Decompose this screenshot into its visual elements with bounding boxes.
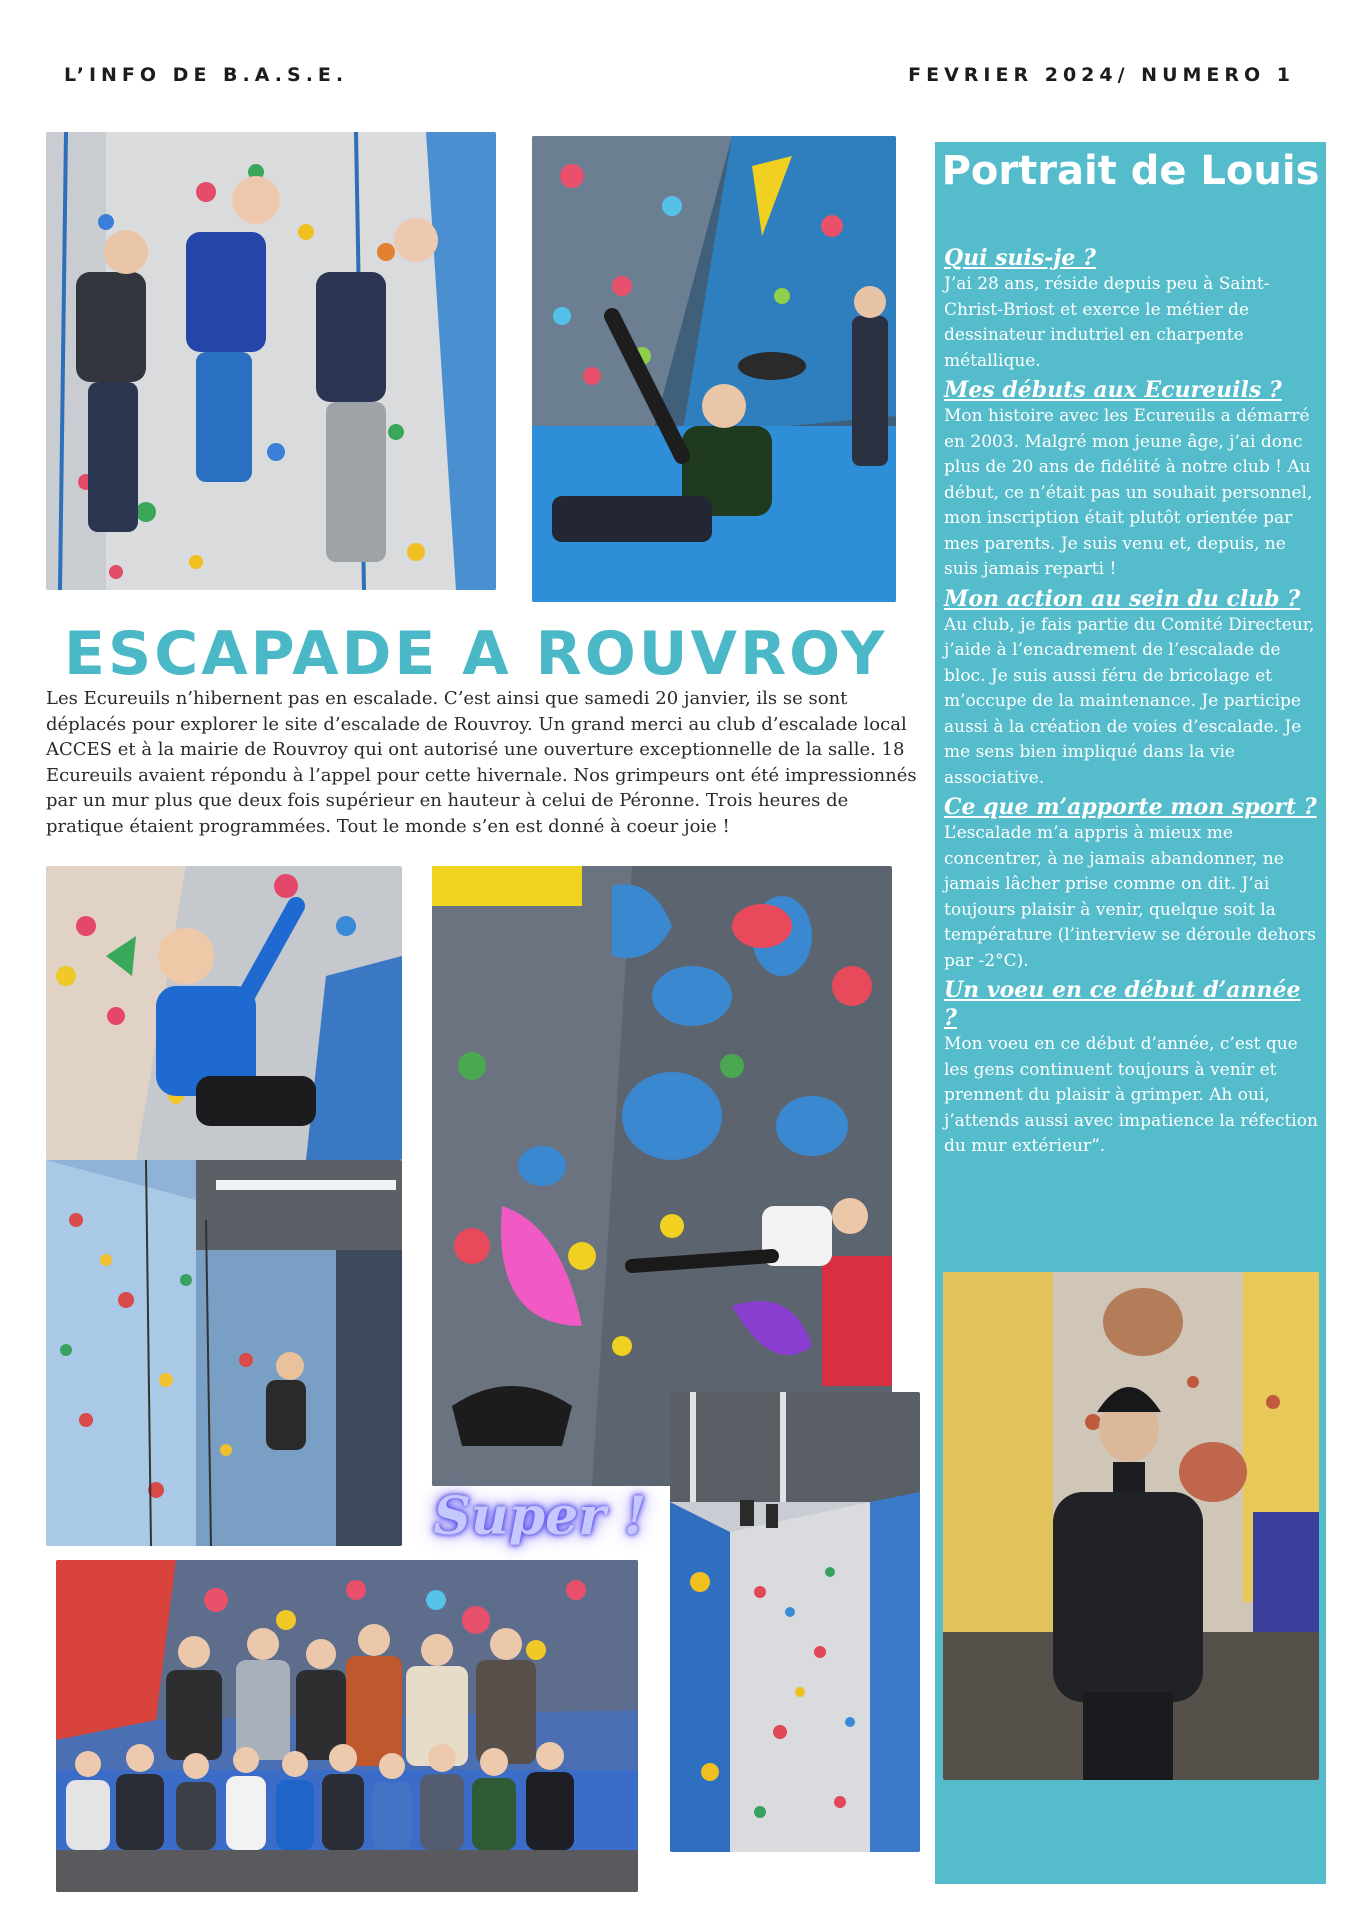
- photo-boulder-room: [532, 136, 896, 602]
- portrait-content: [944, 244, 1320, 1162]
- question-5: Un voeu en ce début d’année ?: [944, 977, 1301, 1031]
- article-title: ESCAPADE A ROUVROY: [64, 619, 888, 689]
- article-body: Les Ecureuils n’hibernent pas en escalade. C’est ainsi que samedi 20 janvier, ils se sont déplacés pour explorer le site d’escalade de Rouvroy. Un grand merci au club d’escalade local ACCES et à la mairie de Rouvroy qui ont autorisé une ouverture exceptionnelle de la salle. 18 Ecureuils avaient répondu à l’appel pour cette hivernale. Nos grimpeurs ont été impressionnés par un mur plus que deux fois supérieur en hauteur à celui de Péronne. Trois heures de pratique étaient programmées. Tout le monde s’en est donné à coeur joie !: [46, 688, 917, 837]
- answer-2: Mon histoire avec les Ecureuils a démarré en 2003. Malgré mon jeune âge, j’ai donc plus de 20 ans de fidélité à notre club ! Au début, ce n’était pas un souhait personnel, mon inscription était plutôt orientée par mes parents. Je suis venu et, depuis, ne suis jamais reparti !: [944, 406, 1313, 579]
- question-4: Ce que m’apporte mon sport ?: [944, 794, 1317, 820]
- photo-boy-blue: [46, 866, 402, 1160]
- photo-tall-wall: [46, 1160, 402, 1546]
- photo-group: [56, 1560, 638, 1892]
- portrait-title: Portrait de Louis: [941, 148, 1320, 194]
- answer-4: L’escalade m’a appris à mieux me concentrer, à ne jamais abandonner, ne jamais lâcher prise comme on dit. J’ai toujours plaisir à venir, quelque soit la température (l’interview se déroule dehors par -2°C).: [944, 823, 1316, 971]
- photo-kids-wall: [46, 132, 496, 590]
- photo-louis: [943, 1272, 1319, 1780]
- portrait-sidebar: [935, 142, 1326, 1884]
- photo-tall-climb: [670, 1392, 920, 1852]
- newsletter-name: L’INFO DE B.A.S.E.: [64, 64, 349, 86]
- question-3: Mon action au sein du club ?: [944, 585, 1301, 612]
- issue-date: FEVRIER 2024/ NUMERO 1: [908, 64, 1295, 86]
- super-sticker: Super !: [433, 1485, 647, 1547]
- answer-5: Mon voeu en ce début d’année, c’est que les gens continuent toujours à venir et prennent du plaisir à grimper. Ah oui, j’attends aussi avec impatience la réfection du mur extérieur”.: [944, 1034, 1318, 1156]
- answer-1: J’ai 28 ans, réside depuis peu à Saint-Christ-Briost et exerce le métier de dessinateur indutriel en charpente métallique.: [944, 274, 1270, 371]
- answer-3: Au club, je fais partie du Comité Directeur, j’aide à l’encadrement de l’escalade de bloc. Je suis aussi féru de bricolage et m’occupe de la maintenance. Je participe aussi à la création de voies d’escalade. Je me sens bien impliqué dans la vie associative.: [944, 614, 1315, 788]
- question-1: Qui suis-je ?: [944, 245, 1096, 271]
- question-2: Mes débuts aux Ecureuils ?: [944, 377, 1282, 403]
